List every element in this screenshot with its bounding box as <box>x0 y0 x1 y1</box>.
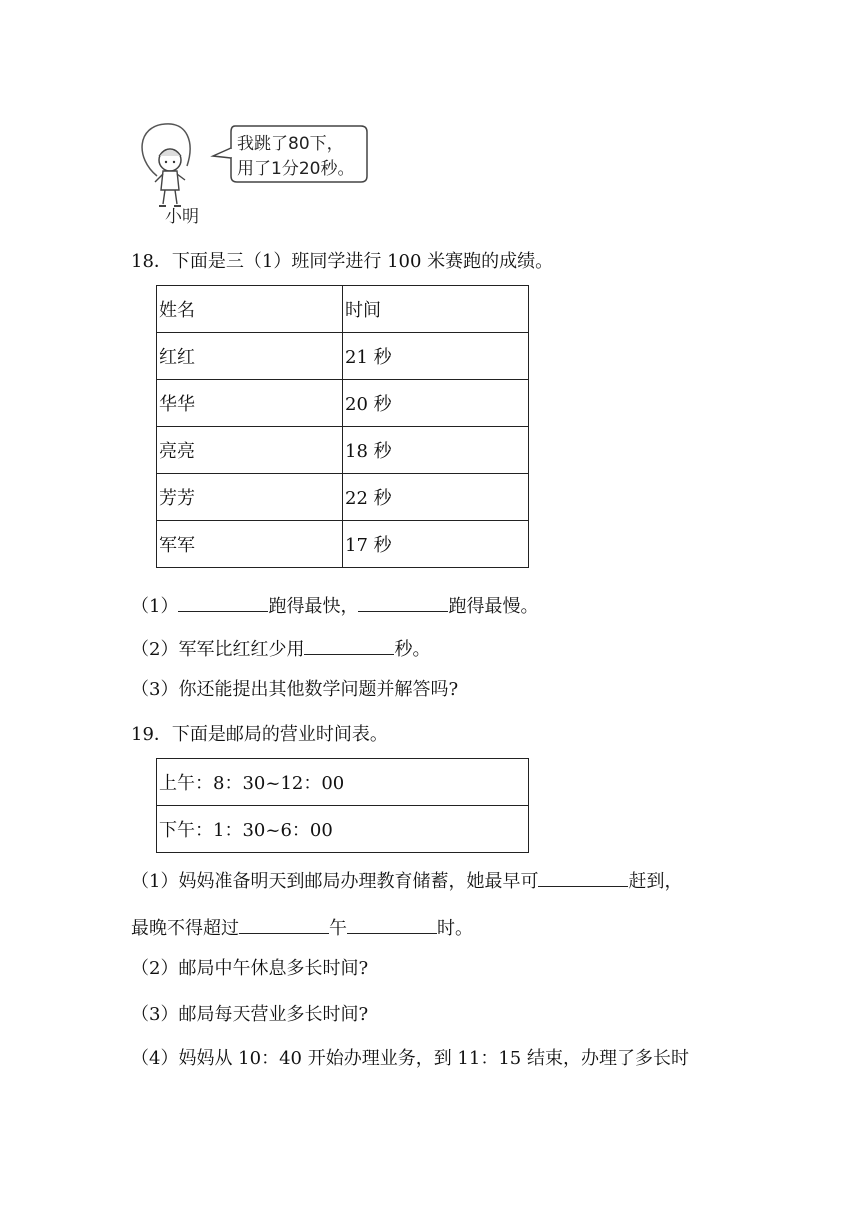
header-time: 时间 <box>343 286 529 333</box>
race-results-table <box>156 285 529 568</box>
student-name: 芳芳 <box>157 474 343 521</box>
student-name: 红红 <box>157 333 343 380</box>
question-18-title: 18．下面是三（1）班同学进行 100 米赛跑的成绩。 <box>131 251 554 272</box>
post-office-hours-table <box>156 758 529 853</box>
table-row <box>157 427 529 474</box>
answer-blank[interactable] <box>538 866 628 887</box>
answer-blank[interactable] <box>304 634 394 655</box>
student-time: 21 秒 <box>343 333 529 380</box>
speech-line-1: 我跳了80下， <box>237 134 344 154</box>
question-19-part-1-continued: 最晚不得超过 午 时。 <box>131 913 473 941</box>
answer-blank[interactable] <box>347 913 437 934</box>
question-18-part-2: （2）军军比红红少用 秒。 <box>131 634 430 662</box>
table-row <box>157 474 529 521</box>
character-name: 小明 <box>165 207 199 227</box>
question-18-part-3: （3）你还能提出其他数学问题并解答吗? <box>131 679 459 700</box>
table-row <box>157 521 529 568</box>
morning-hours: 上午：8：30~12：00 <box>157 759 529 806</box>
answer-blank[interactable] <box>358 591 448 612</box>
question-19-part-1: （1）妈妈准备明天到邮局办理教育储蓄，她最早可 赶到， <box>131 866 682 894</box>
speech-line-2: 用了1分20秒。 <box>237 159 355 179</box>
table-header-row <box>157 286 529 333</box>
table-row <box>157 380 529 427</box>
answer-blank[interactable] <box>178 591 268 612</box>
student-name: 亮亮 <box>157 427 343 474</box>
student-time: 18 秒 <box>343 427 529 474</box>
student-name: 华华 <box>157 380 343 427</box>
question-19-part-2: （2）邮局中午休息多长时间? <box>131 958 369 979</box>
question-18-part-1: （1） 跑得最快， 跑得最慢。 <box>131 591 538 619</box>
table-row <box>157 806 529 853</box>
table-row <box>157 759 529 806</box>
speech-bubble-text <box>237 132 377 182</box>
afternoon-hours: 下午：1：30~6：00 <box>157 806 529 853</box>
header-name: 姓名 <box>157 286 343 333</box>
question-19-title: 19．下面是邮局的营业时间表。 <box>131 724 388 745</box>
question-19-part-3: （3）邮局每天营业多长时间? <box>131 1004 369 1025</box>
student-name: 军军 <box>157 521 343 568</box>
table-row <box>157 333 529 380</box>
student-time: 22 秒 <box>343 474 529 521</box>
question-19-part-4: （4）妈妈从 10：40 开始办理业务，到 11：15 结束，办理了多长时 <box>131 1048 689 1069</box>
student-time: 17 秒 <box>343 521 529 568</box>
answer-blank[interactable] <box>239 913 329 934</box>
student-time: 20 秒 <box>343 380 529 427</box>
jump-rope-illustration <box>135 118 375 228</box>
